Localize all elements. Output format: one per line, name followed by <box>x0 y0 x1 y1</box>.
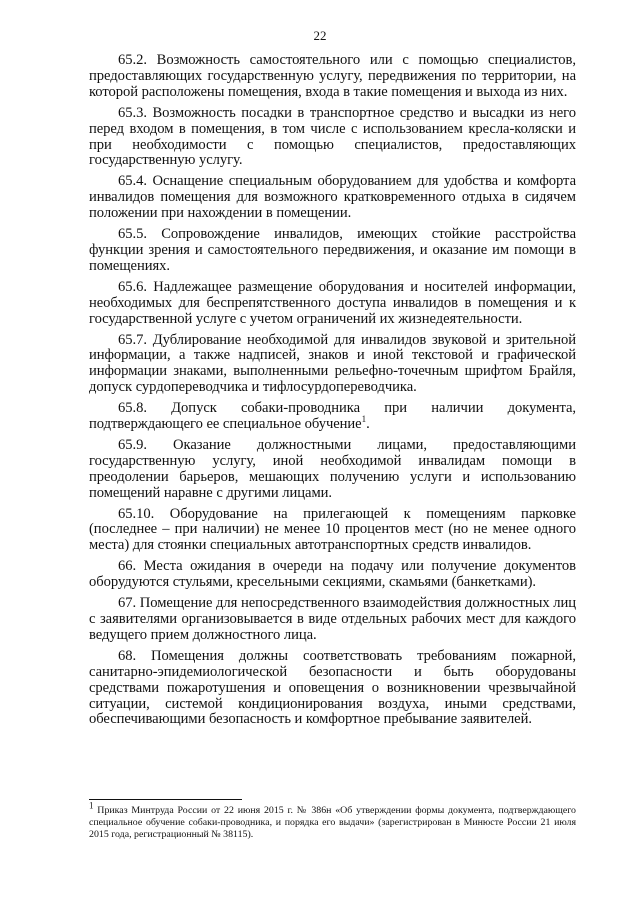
footnote-mark: 1 <box>89 800 94 811</box>
paragraph-65-7: 65.7. Дублирование необходимой для инвалидов звуковой и зрительной информации, а также надписей, знаков и иной текстовой и графической информации знаками, выполненными рельефно-точечным шрифтом Брайля, допуск сурдопереводчика и тифлосурдопереводчика. <box>89 331 576 396</box>
page-number: 22 <box>313 28 327 43</box>
paragraph-65-3: 65.3. Возможность посадки в транспортное средство и высадки из него перед входом в помещения, в том числе с использованием кресла-коляски и при необходимости с помощью специалистов, предоставляющих государственную услугу. <box>89 104 576 169</box>
footnote-reference: 1 <box>361 414 367 425</box>
paragraph-65-10: 65.10. Оборудование на прилегающей к помещениям парковке (последнее – при наличии) не менее 10 процентов мест (но не менее одного места) для стоянки специальных автотранспортных средств инвалидов. <box>89 505 576 554</box>
paragraph-66: 66. Места ожидания в очереди на подачу или получение документов оборудуются стульями, кресельными секциями, скамьями (банкетками). <box>89 558 576 591</box>
paragraph-65-2: 65.2. Возможность самостоятельного или с помощью специалистов, предоставляющих государственную услугу, передвижения по территории, на которой расположены помещения, входа в такие помещения и выхода из них. <box>89 52 576 100</box>
paragraph-67: 67. Помещение для непосредственного взаимодействия должностных лиц с заявителями организовывается в виде отдельных рабочих мест для каждого ведущего прием должностного лица. <box>89 595 576 643</box>
footnote-text: Приказ Минтруда России от 22 июня 2015 г. № 386н «Об утверждении формы документа, подтверждающего специальное обучение собаки-проводника, и порядка его выдачи» (зарегистрирован в Минюсте России 21 июля 2015 года, регистрационный № 38115). <box>89 805 576 841</box>
paragraph-65-8-end: . <box>366 416 370 433</box>
document-body <box>89 53 576 733</box>
paragraph-68: 68. Помещения должны соответствовать требованиям пожарной, санитарно-эпидемиологической безопасности и быть оборудованы средствами пожаротушения и оповещения о возникновении чрезвычайной ситуации, системой кондиционирования воздуха, иными средствами, обеспечивающими безопасность и комфортное пребывание заявителей. <box>89 647 576 728</box>
paragraph-65-6: 65.6. Надлежащее размещение оборудования и носителей информации, необходимых для беспрепятственного доступа инвалидов в помещения и к государственной услуге с учетом ограничений их жизнедеятельности. <box>89 278 576 327</box>
footnote <box>89 800 576 842</box>
paragraph-65-8 <box>89 401 576 433</box>
paragraph-65-4: 65.4. Оснащение специальным оборудованием для удобства и комфорта инвалидов помещения для возможного кратковременного отдыха в сидячем положении при нахождении в помещении. <box>89 173 576 222</box>
paragraph-65-5: 65.5. Сопровождение инвалидов, имеющих стойкие расстройства функции зрения и самостоятельного передвижения, и оказание им помощи в помещениях. <box>89 226 576 274</box>
paragraph-65-9: 65.9. Оказание должностными лицами, предоставляющими государственную услугу, иной необходимой инвалидам помощи в преодолении барьеров, мешающих получению услуги и использованию помещений наравне с другими лицами. <box>89 436 576 501</box>
footnote-divider <box>89 799 242 800</box>
paragraph-65-8-text: 65.8. Допуск собаки-проводника при наличии документа, подтверждающего ее специальное обучение <box>89 400 576 433</box>
